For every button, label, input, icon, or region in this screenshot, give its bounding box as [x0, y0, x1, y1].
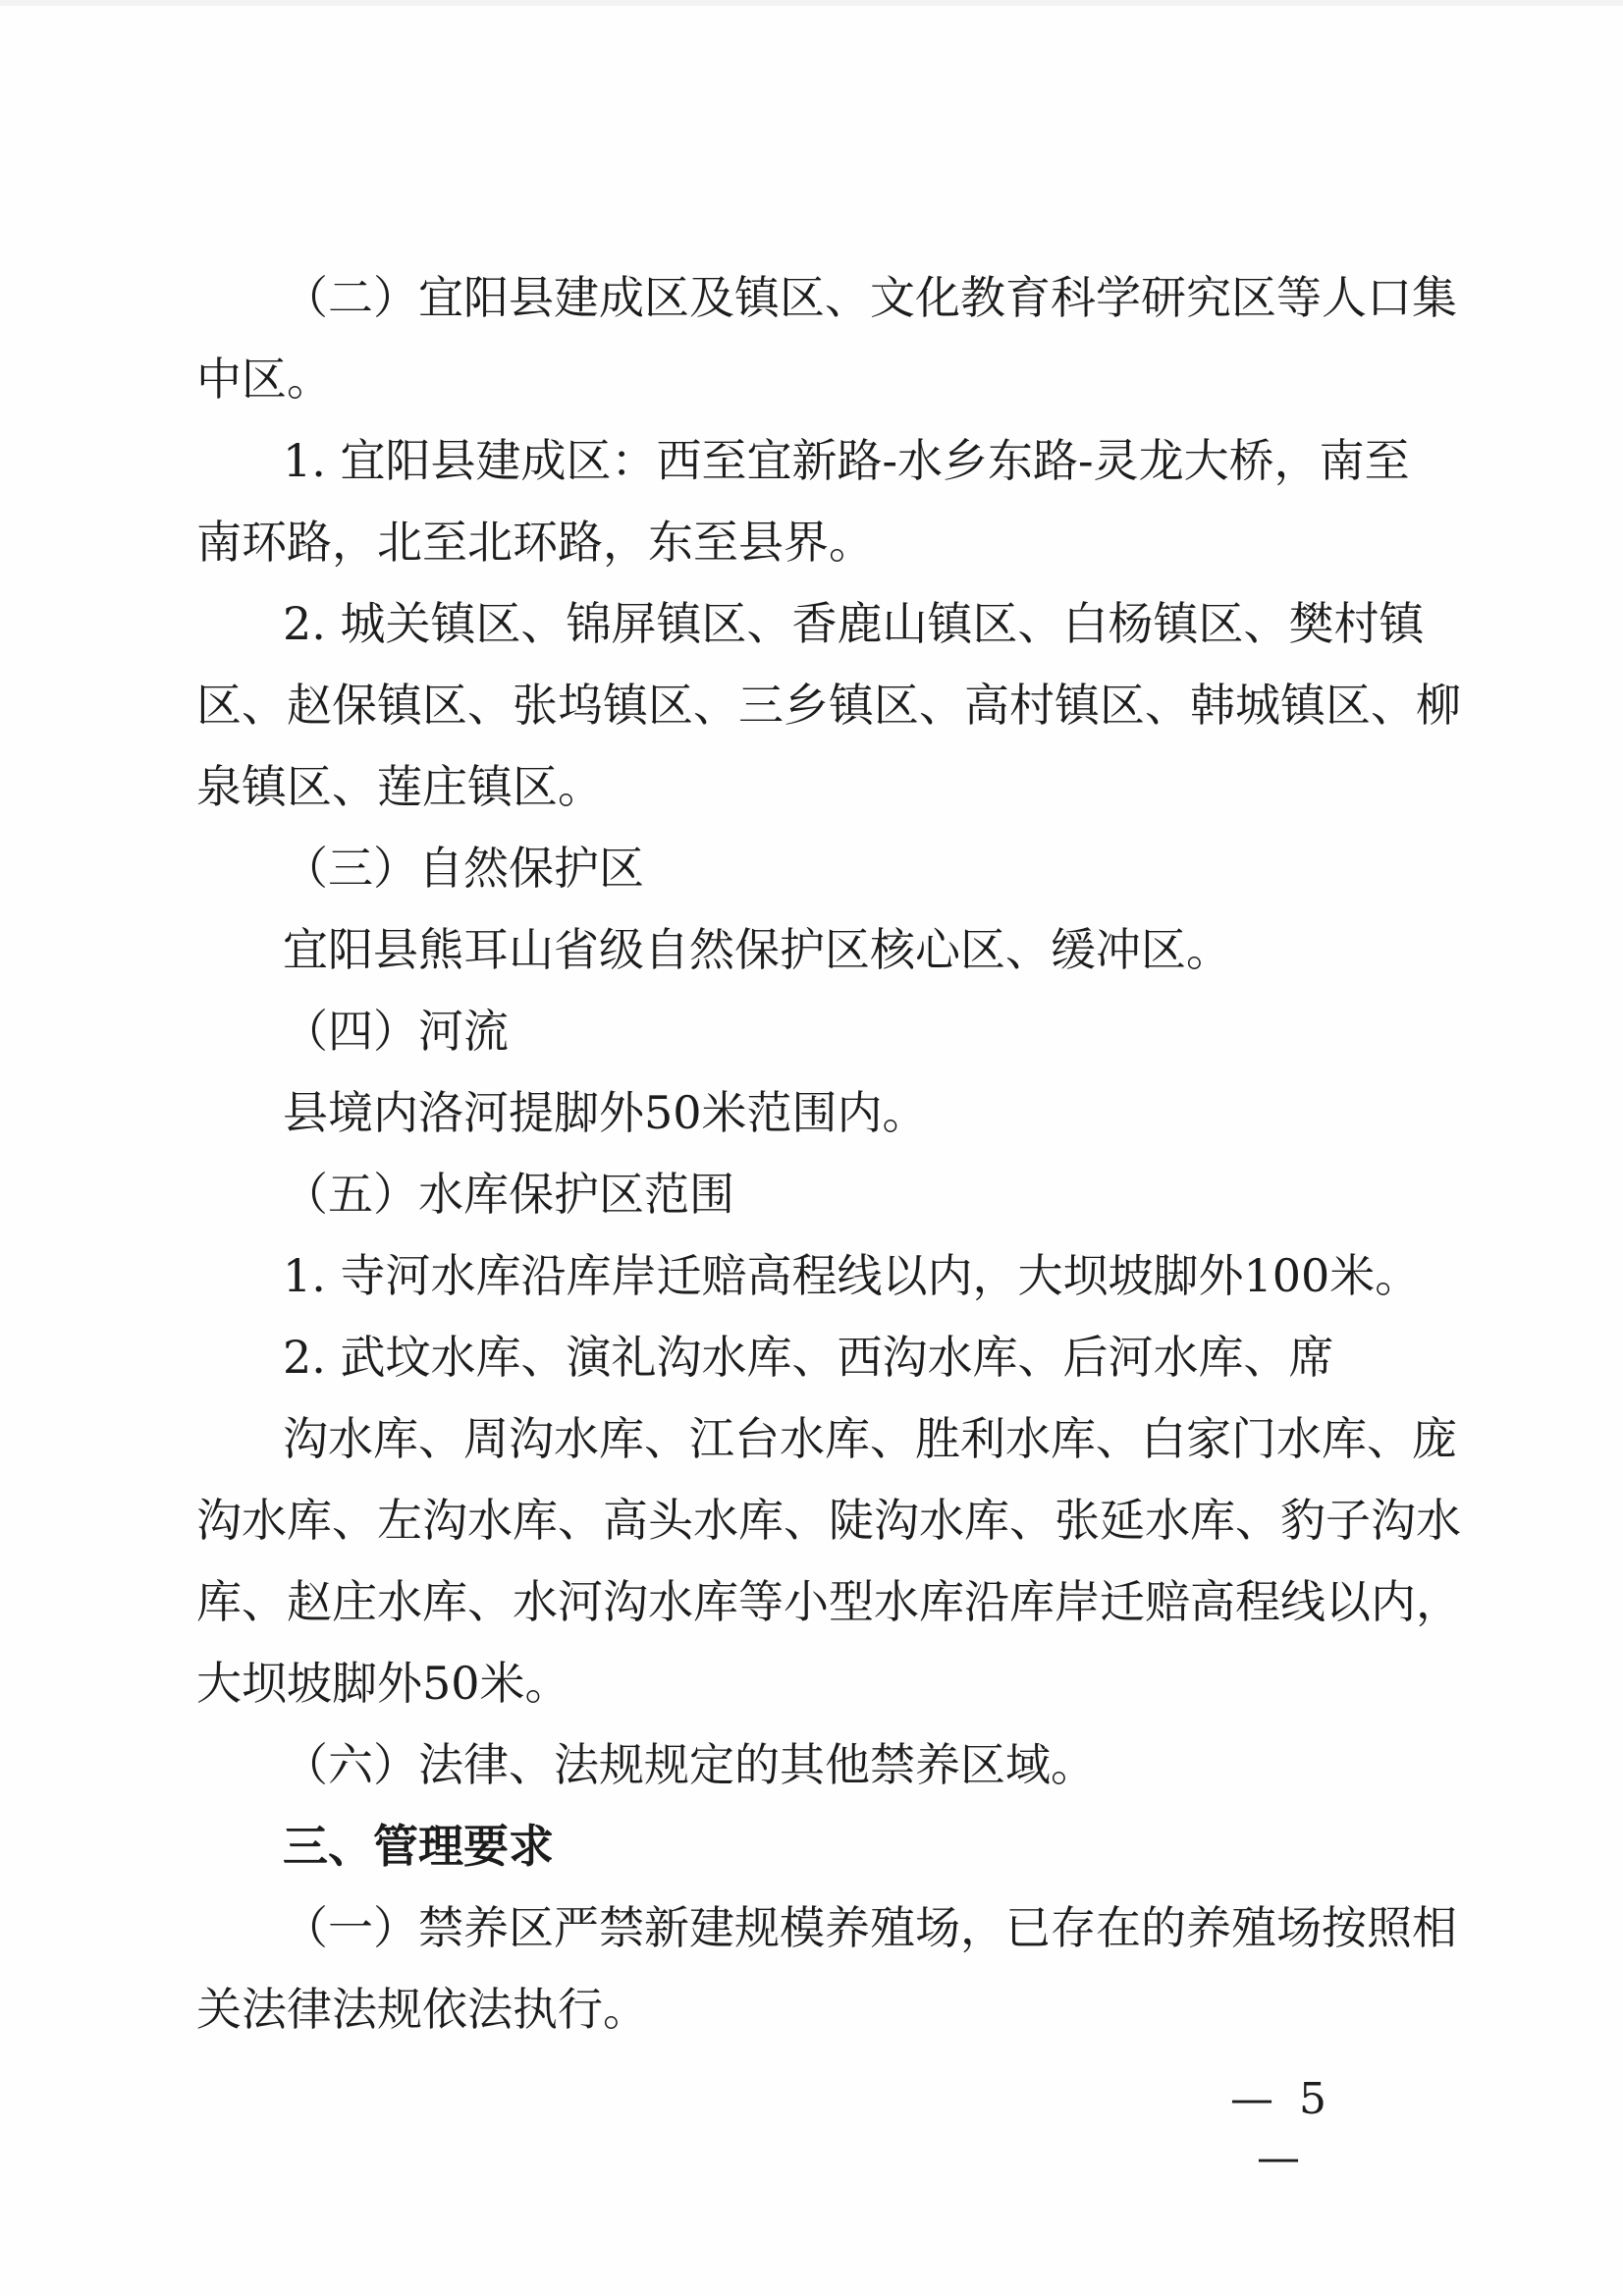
- text-line: 泉镇区、莲庄镇区。: [196, 760, 603, 813]
- text-line: 沟水库、左沟水库、高头水库、陡沟水库、张延水库、豹子沟水: [196, 1494, 1461, 1547]
- text-line: 县境内洛河提脚外50米范围内。: [283, 1086, 928, 1139]
- document-body: [196, 257, 1461, 2050]
- chapter-heading: 三、管理要求: [283, 1820, 554, 1873]
- section-heading: （四）河流: [283, 1005, 509, 1058]
- text-line: （二）宜阳县建成区及镇区、文化教育科学研究区等人口集: [283, 271, 1457, 324]
- text-line: 中区。: [196, 353, 332, 406]
- text-line: 1. 宜阳县建成区：西至宜新路-水乡东路-灵龙大桥，南至: [283, 434, 1410, 487]
- section-heading: （五）水库保护区范围: [283, 1168, 734, 1221]
- page-number: — 5 —: [1230, 2074, 1332, 2183]
- text-line: （一）禁养区严禁新建规模养殖场，已存在的养殖场按照相: [283, 1901, 1457, 1954]
- text-line: （六）法律、法规规定的其他禁养区域。: [283, 1738, 1096, 1791]
- section-heading: （三）自然保护区: [283, 842, 644, 895]
- scan-shadow-top: [0, 0, 1623, 6]
- text-line: 2. 城关镇区、锦屏镇区、香鹿山镇区、白杨镇区、樊村镇: [283, 597, 1425, 650]
- text-line: 沟水库、周沟水库、江台水库、胜利水库、白家门水库、庞: [283, 1412, 1457, 1465]
- text-line: 大坝坡脚外50米。: [196, 1657, 570, 1710]
- text-line: 1. 寺河水库沿库岸迁赔高程线以内，大坝坡脚外100米。: [283, 1249, 1421, 1302]
- text-line: 南环路，北至北环路，东至县界。: [196, 516, 874, 569]
- text-line: 库、赵庄水库、水河沟水库等小型水库沿库岸迁赔高程线以内，: [196, 1575, 1461, 1628]
- text-line: 区、赵保镇区、张坞镇区、三乡镇区、高村镇区、韩城镇区、柳: [196, 679, 1461, 732]
- text-line: 关法律法规依法执行。: [196, 1983, 648, 2036]
- text-line: 2. 武坟水库、演礼沟水库、西沟水库、后河水库、席: [283, 1331, 1334, 1384]
- text-line: 宜阳县熊耳山省级自然保护区核心区、缓冲区。: [283, 923, 1231, 976]
